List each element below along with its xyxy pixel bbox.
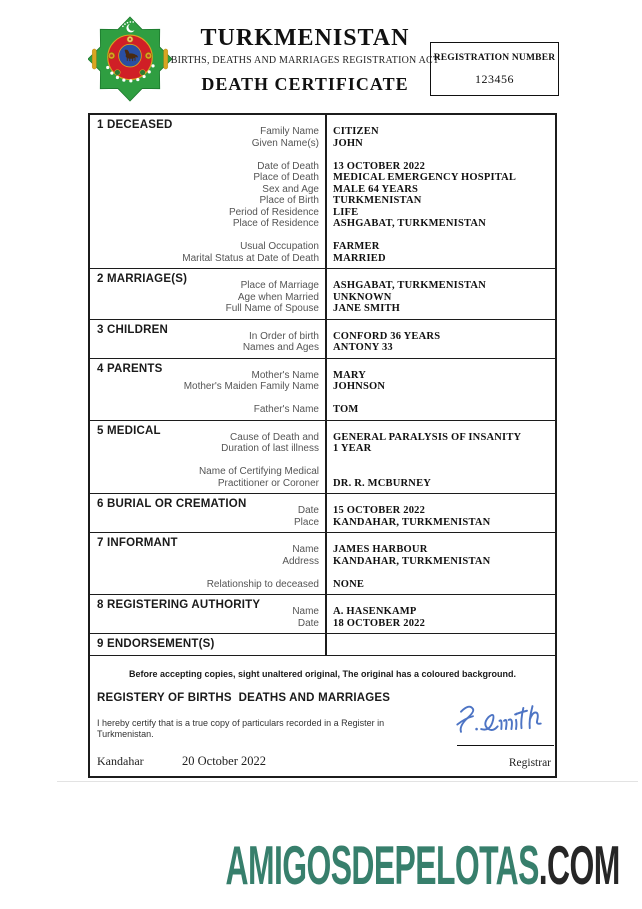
field-value: ANTONY 33 — [333, 342, 393, 353]
section-burial-or-cremation — [90, 494, 555, 533]
field-row — [90, 478, 555, 490]
field-label: Place of Residence — [232, 218, 319, 229]
section-title: 9 ENDORSEMENT(S) — [97, 638, 215, 650]
country-title: TURKMENISTAN — [200, 25, 410, 51]
field-value: FARMER — [333, 241, 380, 252]
field-label: Cause of Death and — [230, 431, 319, 443]
field-label: Place of Marriage — [240, 280, 319, 291]
field-row — [90, 303, 555, 315]
registration-number-box — [430, 42, 559, 96]
registration-number-label: REGISTRATION NUMBER — [433, 53, 556, 63]
section-medical — [90, 421, 555, 495]
watermark-name: AMIGOSDEPELOTAS — [225, 834, 540, 896]
field-label: Place of Death — [253, 172, 319, 183]
blank-row — [90, 455, 555, 467]
field-value: MEDICAL EMERGENCY HOSPITAL — [333, 172, 517, 183]
field-row — [90, 404, 555, 416]
field-value: TOM — [333, 404, 359, 415]
field-value: KANDAHAR, TURKMENISTAN — [333, 516, 491, 528]
blank-row — [90, 393, 555, 405]
field-value: JAMES HARBOUR — [333, 544, 428, 555]
issue-place: Kandahar — [97, 754, 144, 768]
field-row — [90, 161, 555, 173]
copy-notice: Before accepting copies, sight unaltered original, The original has a coloured background. — [128, 669, 517, 679]
field-row — [90, 381, 555, 393]
field-value: A. HASENKAMP — [333, 606, 417, 617]
field-value: ASHGABAT, TURKMENISTAN — [333, 280, 486, 291]
field-label: Place of Birth — [259, 195, 319, 206]
field-label: Practitioner or Coroner — [217, 477, 319, 489]
section-marriages — [90, 269, 555, 320]
field-value: NONE — [333, 578, 365, 590]
field-row — [90, 342, 555, 354]
section-children — [90, 320, 555, 359]
field-row — [90, 517, 555, 529]
field-label: Name — [292, 544, 319, 555]
signature-line — [457, 745, 554, 746]
field-label: Period of Residence — [228, 206, 319, 218]
section-informant — [90, 533, 555, 595]
field-value — [325, 466, 555, 478]
field-row — [90, 138, 555, 150]
field-value: MARY — [333, 369, 367, 381]
field-label: Date — [297, 505, 319, 516]
field-value: KANDAHAR, TURKMENISTAN — [333, 555, 491, 567]
field-row — [90, 579, 555, 591]
field-value: LIFE — [333, 206, 359, 218]
field-value: DR. R. MCBURNEY — [333, 477, 432, 489]
field-label: Usual Occupation — [240, 241, 319, 252]
field-value: GENERAL PARALYSIS OF INSANITY — [333, 431, 522, 443]
field-value: 15 OCTOBER 2022 — [333, 505, 426, 516]
certification-statement: I hereby certify that is a true copy of particulars recorded in a Register in Turkmenistan. — [97, 718, 385, 739]
field-label: Father's Name — [253, 404, 319, 415]
field-value: TURKMENISTAN — [333, 195, 422, 206]
blank-row — [90, 230, 555, 242]
field-value: JANE SMITH — [333, 303, 401, 314]
field-label: Given Name(s) — [251, 137, 319, 149]
section-title: 7 INFORMANT — [97, 537, 178, 549]
section-title: 6 BURIAL OR CREMATION — [97, 498, 247, 510]
blank-row — [90, 567, 555, 579]
field-value: MALE 64 YEARS — [333, 183, 419, 195]
field-value: MARRIED — [333, 252, 386, 264]
section-title: 4 PARENTS — [97, 362, 163, 375]
section-title: 1 DECEASED — [97, 119, 173, 131]
field-row — [90, 207, 555, 219]
section-title: 3 CHILDREN — [97, 323, 169, 336]
field-label: Name — [292, 606, 319, 617]
field-row — [90, 172, 555, 184]
registrar-signature — [439, 696, 549, 742]
field-label: In Order of birth — [248, 330, 319, 342]
field-row — [90, 443, 555, 455]
section-title: 5 MEDICAL — [97, 424, 161, 437]
field-value: JOHNSON — [333, 381, 386, 392]
field-row — [90, 556, 555, 568]
field-label: Names and Ages — [242, 342, 319, 353]
registration-number-value: 123456 — [475, 72, 514, 86]
field-row — [90, 195, 555, 207]
field-value: JOHN — [333, 137, 363, 149]
issue-date: 20 October 2022 — [182, 754, 267, 768]
section-registering-authority — [90, 595, 555, 634]
field-row — [90, 292, 555, 304]
field-row — [90, 618, 555, 630]
field-label: Age when Married — [237, 291, 319, 303]
field-row — [90, 241, 555, 253]
registry-title: REGISTERY OF BIRTHS DEATHS AND MARRIAGES — [97, 692, 391, 704]
section-title: 2 MARRIAGE(S) — [97, 273, 188, 285]
section-title: 8 REGISTERING AUTHORITY — [97, 599, 261, 611]
blank-row — [90, 149, 555, 161]
field-label: Name of Certifying Medical — [198, 466, 319, 477]
field-row — [90, 466, 555, 478]
field-value: CONFORD 36 YEARS — [333, 330, 441, 342]
field-value: 13 OCTOBER 2022 — [333, 160, 426, 172]
field-value: 1 YEAR — [333, 443, 372, 454]
field-label: Address — [282, 555, 319, 567]
field-label: Sex and Age — [262, 183, 319, 195]
field-label: Family Name — [260, 126, 319, 137]
certificate-footer — [90, 656, 555, 776]
field-value: 18 OCTOBER 2022 — [333, 617, 426, 629]
field-label: Mother's Maiden Family Name — [183, 381, 319, 392]
field-value: CITIZEN — [333, 126, 379, 137]
field-label: Marital Status at Date of Death — [182, 252, 319, 264]
field-label: Full Name of Spouse — [225, 303, 319, 314]
field-label: Mother's Name — [251, 369, 319, 381]
watermark-tld: .COM — [539, 834, 620, 896]
field-value: UNKNOWN — [333, 291, 392, 303]
act-subtitle: BIRTHS, DEATHS AND MARRIAGES REGISTRATION ACT — [170, 55, 440, 66]
field-label: Duration of last illness — [221, 443, 319, 454]
field-label: Date of Death — [257, 160, 319, 172]
field-value: ASHGABAT, TURKMENISTAN — [333, 218, 486, 229]
field-row — [90, 253, 555, 265]
section-parents — [90, 359, 555, 421]
registrar-label: Registrar — [508, 757, 551, 769]
scan-edge-line — [57, 781, 638, 782]
section-deceased — [90, 115, 555, 269]
certificate-table — [88, 113, 557, 778]
field-label: Place — [293, 516, 319, 528]
field-label: Date — [297, 617, 319, 629]
field-row — [90, 218, 555, 230]
field-label: Relationship to deceased — [206, 578, 319, 590]
document-title: DEATH CERTIFICATE — [201, 74, 409, 94]
site-watermark — [225, 834, 620, 896]
section-endorsements — [90, 634, 555, 656]
field-row — [90, 184, 555, 196]
certificate-sections — [90, 115, 555, 656]
